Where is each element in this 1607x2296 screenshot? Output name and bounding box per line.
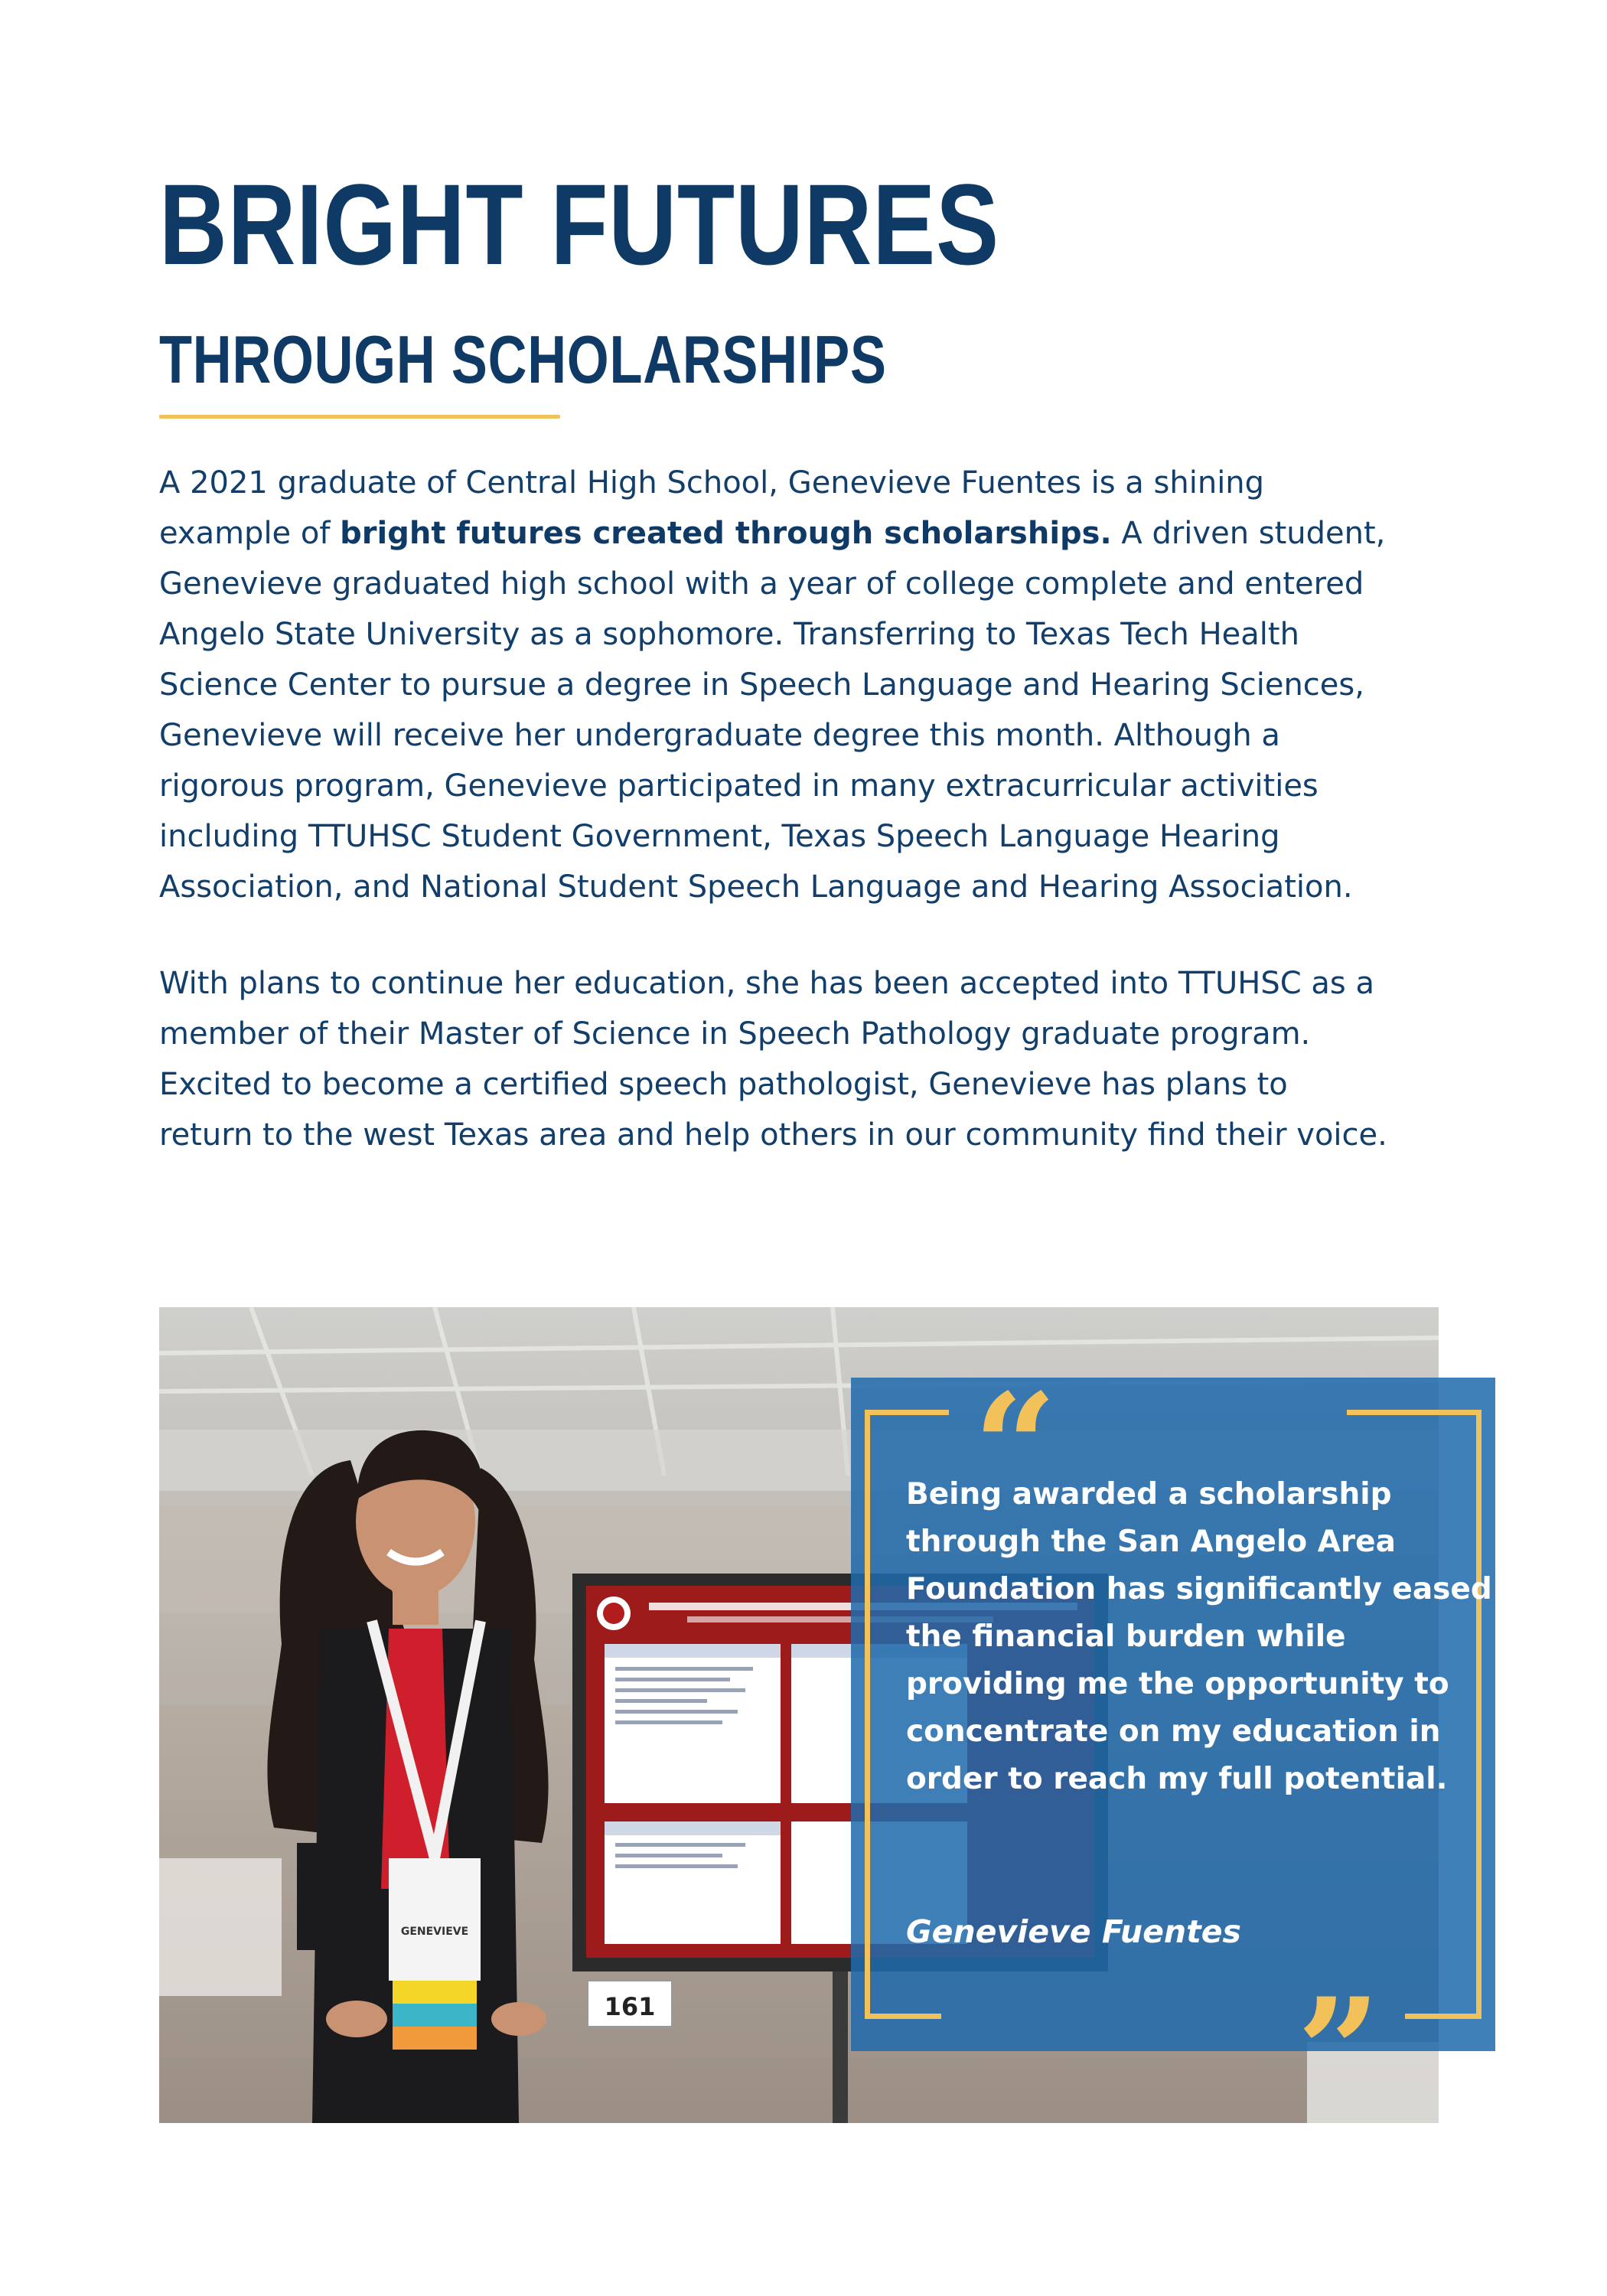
paragraph-line: Angelo State University as a sophomore. Transferring to Texas Tech Health — [159, 617, 1299, 652]
paragraph-line: including TTUHSC Student Government, Texas Speech Language Hearing — [159, 819, 1280, 854]
quote-line: Foundation has significantly eased — [906, 1572, 1492, 1606]
quote-text — [906, 1471, 1492, 1803]
quote-line: providing me the opportunity to — [906, 1667, 1449, 1701]
quote-frame-line — [865, 2014, 941, 2019]
paragraph-line: With plans to continue her education, she has been accepted into TTUHSC as a — [159, 966, 1374, 1001]
quote-line: order to reach my full potential. — [906, 1762, 1448, 1796]
paragraph-line: return to the west Texas area and help others in our community find their voice. — [159, 1117, 1387, 1153]
page-subtitle: THROUGH SCHOLARSHIPS — [159, 321, 887, 397]
quote-line: through the San Angelo Area — [906, 1525, 1396, 1559]
quote-frame-line — [865, 1410, 949, 1415]
title-underline — [159, 415, 560, 419]
paragraph-line: Science Center to pursue a degree in Speech Language and Hearing Sciences, — [159, 667, 1364, 703]
quote-line: the financial burden while — [906, 1619, 1346, 1654]
paragraph-line: example of bright futures created through scholarships. A driven student, — [159, 516, 1386, 551]
paragraph-line: Excited to become a certified speech pathologist, Genevieve has plans to — [159, 1067, 1288, 1102]
paragraph-line: Genevieve graduated high school with a year of college complete and entered — [159, 566, 1364, 602]
open-quote-icon: “ — [973, 1362, 1058, 1532]
booth-number: 161 — [604, 1992, 656, 2021]
quote-line: concentrate on my education in — [906, 1714, 1441, 1749]
plans-paragraph — [159, 958, 1491, 1160]
paragraph-line: member of their Master of Science in Speech Pathology graduate program. — [159, 1016, 1311, 1052]
close-quote-icon: ” — [1296, 1966, 1380, 2137]
badge-name: GENEVIEVE — [400, 1926, 469, 1938]
intro-paragraph — [159, 458, 1491, 912]
quote-line: Being awarded a scholarship — [906, 1477, 1392, 1512]
quote-author: Genevieve Fuentes — [906, 1913, 1241, 1950]
testimonial-quote-box — [851, 1362, 1495, 2137]
paragraph-line: rigorous program, Genevieve participated in many extracurricular activities — [159, 768, 1319, 804]
paragraph-line: Genevieve will receive her undergraduate degree this month. Although a — [159, 718, 1280, 753]
paragraph-line: A 2021 graduate of Central High School, Genevieve Fuentes is a shining — [159, 465, 1265, 501]
quote-frame-line — [1347, 1410, 1482, 1415]
paragraph-line: Association, and National Student Speech Language and Hearing Association. — [159, 869, 1353, 905]
quote-bracket-left — [865, 1410, 885, 2019]
bold-phrase: bright futures created through scholarships. — [340, 516, 1112, 551]
page-title: BRIGHT FUTURES — [159, 160, 999, 289]
quote-frame-line — [1405, 2014, 1482, 2019]
